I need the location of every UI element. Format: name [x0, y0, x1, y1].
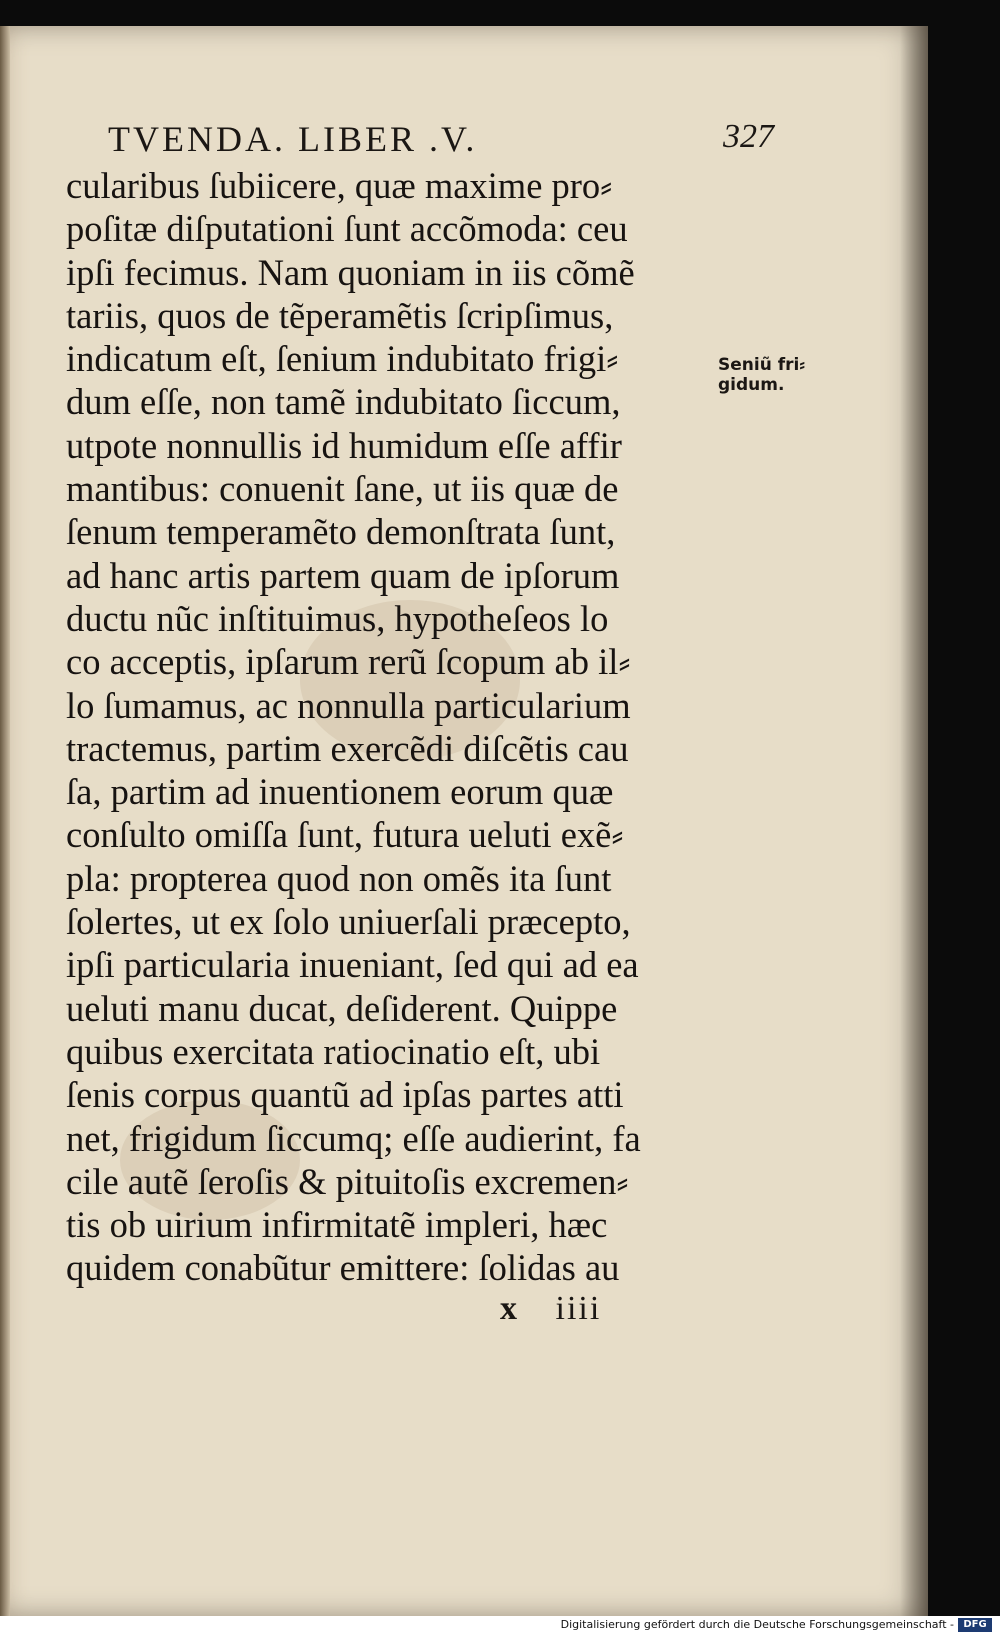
text-line: tis ob uirium infirmitatẽ impleri, hæc: [66, 1204, 608, 1246]
text-line: ipſi particularia inueniant, ſed qui ad ea: [66, 944, 639, 986]
text-line: ſenum temperamẽto demonſtrata ſunt,: [66, 511, 616, 553]
text-line: pla: propterea quod non omẽs ita ſunt: [66, 857, 612, 899]
text-line: cile autẽ ſeroſis & pituitoſis excremen⸗: [66, 1160, 629, 1202]
text-line: quibus exercitata ratiocinatio eſt, ubi: [66, 1030, 601, 1072]
page-number: 327: [723, 118, 774, 155]
text-line: ueluti manu ducat, deſiderent. Quippe: [66, 987, 618, 1029]
text-line: ſenis corpus quantũ ad ipſas partes atti: [66, 1074, 624, 1116]
running-head: TVENDA. LIBER .V.: [108, 119, 478, 159]
text-line: mantibus: conuenit ſane, ut iis quæ de: [66, 468, 619, 510]
text-line: ductu nũc inſtituimus, hypotheſeos lo: [66, 597, 609, 639]
text-line: tractemus, partim exercẽdi diſcẽtis cau: [66, 727, 629, 769]
page-edge-shadow: [900, 26, 928, 1616]
text-line: co acceptis, ipſarum rerũ ſcopum ab il⸗: [66, 641, 631, 683]
text-line: tariis, quos de tẽperamẽtis ſcripſimus,: [66, 294, 614, 336]
text-line: poſitæ diſputationi ſunt accõmoda: ceu: [66, 208, 628, 250]
marginal-note-line: gidum.: [718, 375, 785, 395]
signature-letter: x: [500, 1290, 519, 1327]
text-line: net, frigidum ſiccumq; eſſe audierint, fa: [66, 1117, 641, 1159]
text-line: utpote nonnullis id humidum eſſe affir: [66, 424, 622, 466]
page-header: [108, 118, 774, 159]
text-line: ad hanc artis partem quam de ipſorum: [66, 554, 620, 596]
signature-mark: [500, 1290, 601, 1328]
signature-number: iiii: [555, 1290, 602, 1327]
text-line: conſulto omiſſa ſunt, futura ueluti exẽ⸗: [66, 814, 624, 856]
page-gutter-shadow: [0, 26, 10, 1616]
text-line: dum eſſe, non tamẽ indubitato ſiccum,: [66, 381, 621, 423]
dfg-logo: DFG: [958, 1618, 992, 1632]
text-line: ipſi fecimus. Nam quoniam in iis cõmẽ: [66, 251, 635, 293]
text-line: ſa, partim ad inuentionem eorum quæ: [66, 771, 614, 813]
marginal-note: [718, 355, 848, 395]
text-line: ſolertes, ut ex ſolo uniuerſali præcepto,: [66, 901, 631, 943]
digitization-credit: Digitalisierung gefördert durch die Deutsche Forschungsgemeinschaft -: [560, 1618, 954, 1631]
text-line: indicatum eſt, ſenium indubitato frigi⸗: [66, 338, 619, 380]
text-line: quidem conabũtur emittere: ſolidas au: [66, 1247, 620, 1289]
marginal-note-line: Seniũ fri⸗: [718, 355, 805, 375]
body-text: [66, 164, 716, 1290]
text-line: lo ſumamus, ac nonnulla particularium: [66, 684, 631, 726]
text-line: cularibus ſubiicere, quæ maxime pro⸗: [66, 165, 613, 206]
